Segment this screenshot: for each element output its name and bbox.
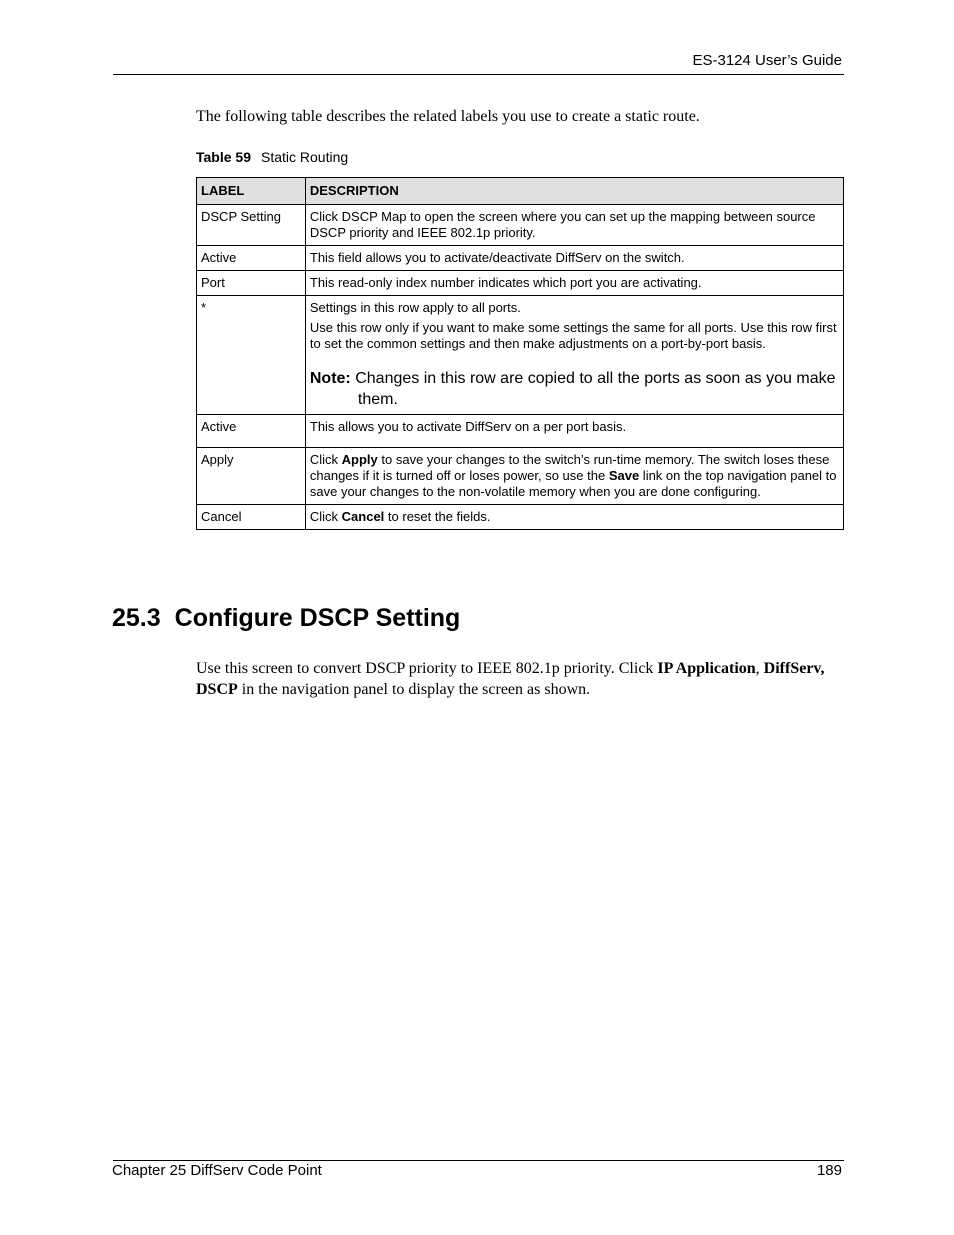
- desc-bold-apply: Apply: [341, 452, 378, 467]
- row-description: [305, 296, 843, 415]
- desc-text: link on the top navigation panel to save your changes to the non-volatile memory when you are done configuring.: [309, 468, 837, 499]
- body-bold-ip-application: IP Application: [657, 660, 756, 677]
- row-description: This field allows you to activate/deactivate DiffServ on the switch.: [305, 246, 843, 271]
- body-text: Use this screen to convert DSCP priority to IEEE 802.1p priority. Click: [196, 660, 658, 677]
- desc-bold-save: Save: [608, 468, 640, 483]
- row-label: DSCP Setting: [197, 205, 306, 246]
- row-label: Apply: [197, 448, 306, 505]
- header-rule: [113, 74, 844, 75]
- table-row: [197, 505, 844, 530]
- desc-text: to save your changes to the switch’s run-time memory. The switch loses these changes if it is turned off or loses power, so use the: [309, 452, 830, 483]
- body-bold-diffserv-dscp: DiffServ, DSCP: [196, 660, 825, 698]
- section-heading: [112, 604, 460, 633]
- table-caption-number: Table 59: [196, 149, 251, 165]
- row-description-line: Settings in this row apply to all ports.: [309, 300, 521, 315]
- table-header-row: [197, 178, 844, 205]
- row-label: Port: [197, 271, 306, 296]
- body-text: ,: [755, 660, 764, 677]
- table-row: [197, 271, 844, 296]
- note-text: Changes in this row are copied to all the ports as soon as you make them.: [355, 370, 836, 408]
- row-label: Cancel: [197, 505, 306, 530]
- row-description-line: Use this row only if you want to make some settings the same for all ports. Use this row first to set the common settings and then make adjustments on a port-by-port basis.: [309, 320, 837, 351]
- desc-text: to reset the fields.: [384, 509, 491, 524]
- desc-text: Click: [309, 452, 342, 467]
- table-row: [197, 205, 844, 246]
- running-header: ES-3124 User’s Guide: [692, 52, 842, 69]
- row-description: [305, 448, 843, 505]
- table-row: [197, 246, 844, 271]
- body-paragraph: [196, 658, 836, 700]
- table-row: [197, 448, 844, 505]
- table-row: [197, 415, 844, 448]
- table-caption-title: Static Routing: [261, 149, 349, 165]
- section-number: 25.3: [112, 604, 161, 632]
- row-description: [305, 505, 843, 530]
- footer-page-number: 189: [816, 1162, 842, 1179]
- footer-rule: [113, 1160, 844, 1161]
- body-text: in the navigation panel to display the screen as shown.: [237, 681, 591, 698]
- row-description: This read-only index number indicates which port you are activating.: [305, 271, 843, 296]
- row-description: This allows you to activate DiffServ on a per port basis.: [305, 415, 843, 448]
- row-label: *: [197, 296, 306, 415]
- note-label: Note:: [309, 370, 351, 387]
- row-label: Active: [197, 246, 306, 271]
- desc-text: Click: [309, 509, 342, 524]
- note: [310, 368, 839, 410]
- row-description: Click DSCP Map to open the screen where you can set up the mapping between source DSCP priority and IEEE 802.1p priority.: [305, 205, 843, 246]
- table-caption: [196, 149, 348, 165]
- static-routing-table: [196, 177, 844, 530]
- column-header-description: DESCRIPTION: [305, 178, 843, 205]
- table-row: [197, 296, 844, 415]
- footer-chapter: Chapter 25 DiffServ Code Point: [112, 1162, 322, 1179]
- row-label: Active: [197, 415, 306, 448]
- column-header-label: LABEL: [197, 178, 306, 205]
- intro-paragraph: The following table describes the related labels you use to create a static route.: [196, 108, 700, 125]
- desc-bold-cancel: Cancel: [341, 509, 385, 524]
- section-title: Configure DSCP Setting: [174, 604, 461, 632]
